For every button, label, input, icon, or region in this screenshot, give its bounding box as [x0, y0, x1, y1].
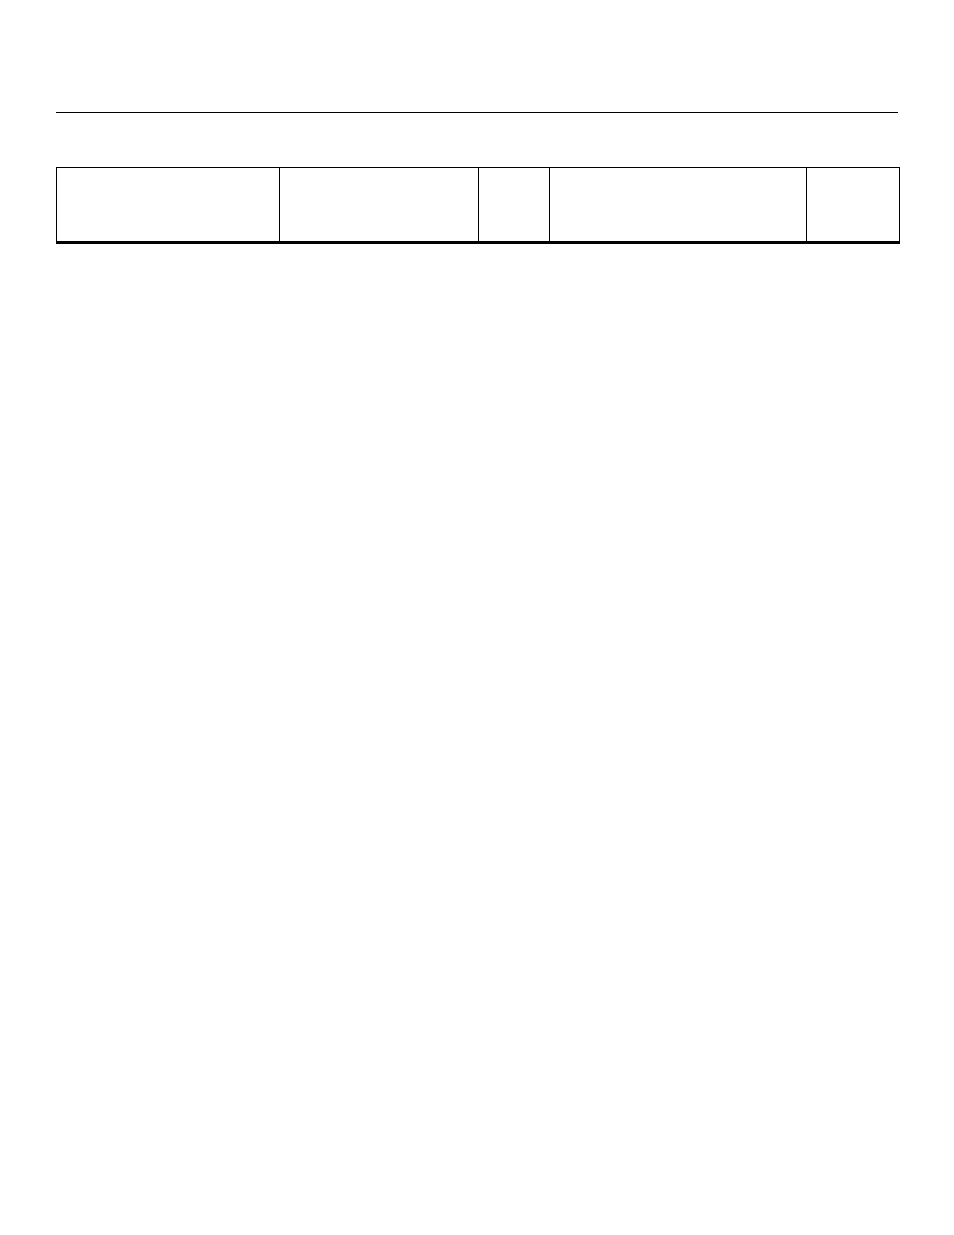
header-rule [56, 112, 898, 113]
table-header-row [57, 168, 900, 243]
col-header-data [550, 168, 807, 243]
col-header-checksum [807, 168, 900, 243]
serial-commands-table [56, 167, 900, 244]
col-header-function [57, 168, 280, 243]
col-header-length [479, 168, 550, 243]
col-header-command [280, 168, 479, 243]
